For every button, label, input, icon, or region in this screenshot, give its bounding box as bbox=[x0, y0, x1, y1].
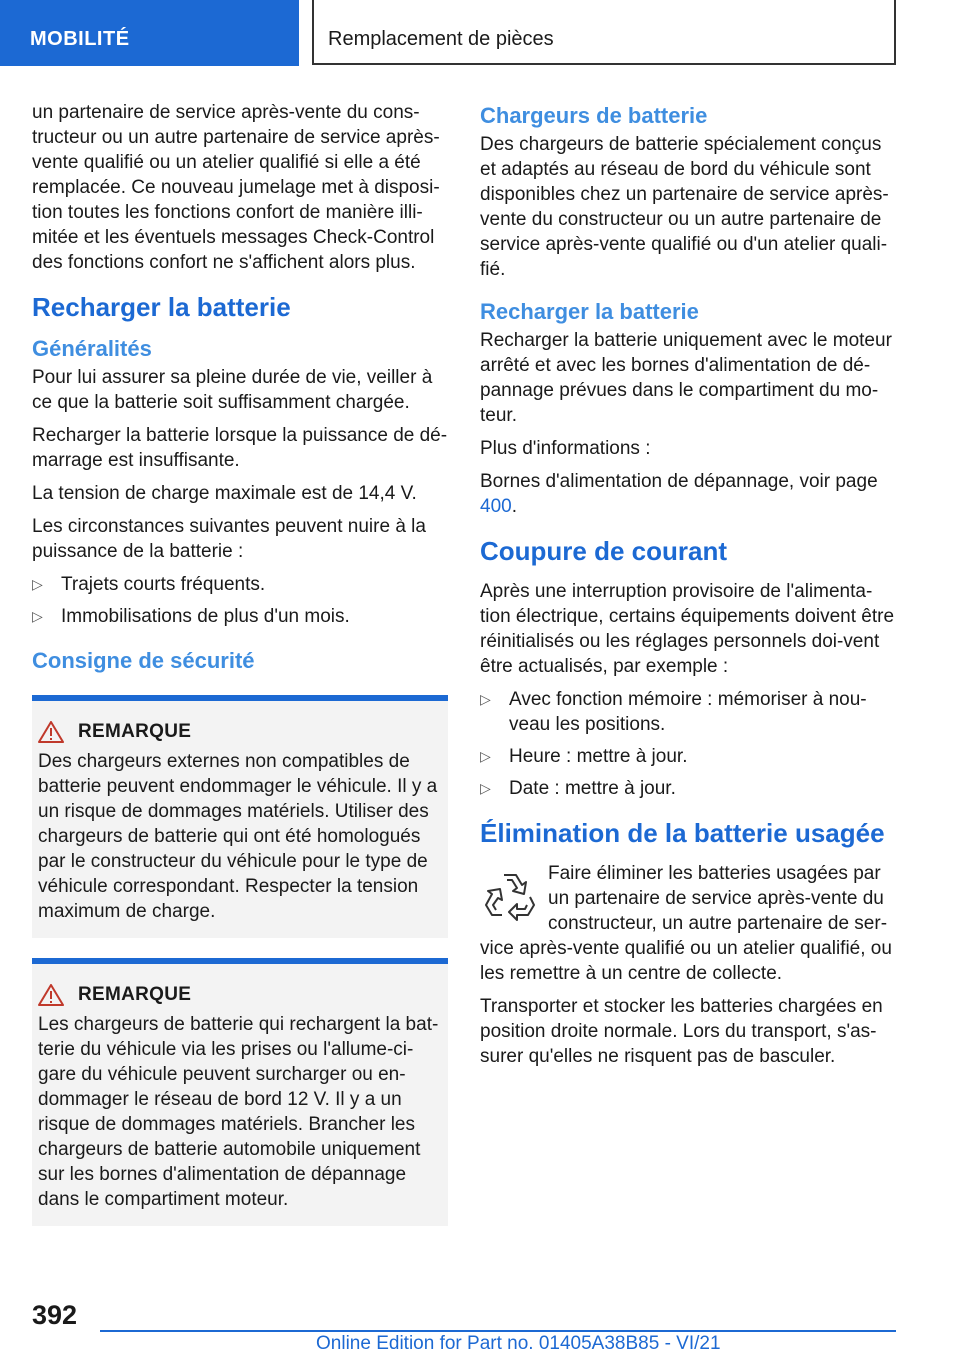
triangle-bullet-icon: ▷ bbox=[32, 576, 43, 592]
heading-power-cut: Coupure de courant bbox=[480, 536, 728, 566]
disposal-block bbox=[480, 861, 898, 986]
heading-chargers: Chargeurs de batterie bbox=[480, 103, 708, 128]
notice-box bbox=[32, 695, 448, 938]
page-link[interactable]: 400 bbox=[480, 496, 512, 517]
chapter-tab: MOBILITÉ bbox=[0, 0, 299, 66]
heading-safety: Consigne de sécurité bbox=[32, 648, 255, 673]
heading-recharge: Recharger la batterie bbox=[480, 299, 699, 324]
footer-edition: Online Edition for Part no. 01405A38B85 - VI/21 bbox=[316, 1333, 721, 1354]
list-item: ▷ Trajets courts fréquents. bbox=[32, 574, 266, 595]
heading-disposal: Élimination de la batterie usagée bbox=[480, 818, 885, 848]
warning-icon bbox=[38, 721, 64, 743]
list-item: ▷ Date : mettre à jour. bbox=[480, 778, 676, 799]
list-item: ▷ Heure : mettre à jour. bbox=[480, 746, 688, 767]
notice-title: REMARQUE bbox=[78, 984, 192, 1005]
triangle-bullet-icon: ▷ bbox=[32, 608, 43, 624]
footer-divider bbox=[100, 1330, 896, 1332]
paragraph: La tension de charge maximale est de 14,4 V. bbox=[32, 483, 417, 504]
recycle-icon bbox=[482, 867, 538, 923]
paragraph: Transporter et stocker les batteries chargées en position droite normale. Lors du transport, s'as-surer qu'elles ne risquent pas de basculer. bbox=[480, 996, 883, 1067]
intro-paragraph: un partenaire de service après-vente du cons-tructeur ou un autre partenaire de service après-vente qualifié ou un atelier qualifié si elle a été remplacée. Ce nouveau jumelage met à disposi-tion toutes les fonctions confort de manière illi-mitée et les éventuels messages Check-Control des fonctions confort ne s'affichent alors plus. bbox=[32, 102, 440, 273]
paragraph: Recharger la batterie uniquement avec le moteur arrêté et avec les bornes d'alimentation de dé-pannage prévues dans le compartiment du mo-teur. bbox=[480, 330, 892, 426]
notice-box bbox=[32, 958, 448, 1226]
bullet-list bbox=[480, 687, 898, 801]
list-item: ▷ Immobilisations de plus d'un mois. bbox=[32, 606, 350, 627]
page-number: 392 bbox=[32, 1300, 78, 1330]
list-item: ▷ Avec fonction mémoire : mémoriser à nou-veau les positions. bbox=[480, 689, 867, 735]
warning-icon bbox=[38, 984, 64, 1006]
triangle-bullet-icon: ▷ bbox=[480, 691, 491, 707]
heading-recharge-battery: Recharger la batterie bbox=[32, 292, 291, 322]
bullet-list bbox=[32, 572, 448, 629]
paragraph: Des chargeurs de batterie spécialement conçus et adaptés au réseau de bord du véhicule sont disponibles chez un partenaire de service après-vente du constructeur ou un autre partenaire de service après-vente qualifié ou d'un atelier quali-fié. bbox=[480, 134, 889, 280]
triangle-bullet-icon: ▷ bbox=[480, 780, 491, 796]
notice-text: Des chargeurs externes non compatibles de batterie peuvent endommager le véhicule. Il y a un risque de dommages matériels. Utiliser des chargeurs de batterie qui ont été homologués par le constructeur du véhicule pour le type de véhicule correspondant. Respecter la tension maximum de charge. bbox=[38, 751, 438, 922]
paragraph: Faire éliminer les batteries usagées par un partenaire de service après-vente du constructeur, un autre partenaire de ser-vice après-vente qualifié ou un atelier qualifié, ou les remettre à un centre de collecte. bbox=[480, 863, 892, 984]
section-title: Remplacement de pièces bbox=[312, 0, 896, 65]
cross-reference: Bornes d'alimentation de dépannage, voir page 400. bbox=[480, 471, 878, 517]
left-column bbox=[32, 100, 448, 1246]
paragraph: Après une interruption provisoire de l'alimenta-tion électrique, certains équipements doivent être réinitialisés ou les réglages personnels doi-vent être actualisés, par exemple : bbox=[480, 581, 895, 677]
triangle-bullet-icon: ▷ bbox=[480, 748, 491, 764]
paragraph: Pour lui assurer sa pleine durée de vie, veiller à ce que la batterie soit suffisamment chargée. bbox=[32, 367, 433, 413]
paragraph: Recharger la batterie lorsque la puissance de dé-marrage est insuffisante. bbox=[32, 425, 448, 471]
heading-general: Généralités bbox=[32, 336, 152, 361]
notice-title: REMARQUE bbox=[78, 721, 192, 742]
paragraph: Les circonstances suivantes peuvent nuire à la puissance de la batterie : bbox=[32, 516, 426, 562]
right-column bbox=[480, 100, 898, 1077]
notice-text: Les chargeurs de batterie qui rechargent la bat-terie du véhicule via les prises ou l'allume-ci-gare du véhicule peuvent surcharger ou en-dommager le réseau de bord 12 V. Il y a un risque de dommages matériels. Brancher les chargeurs de batterie automobile uniquement sur les bornes d'alimentation de dépannage dans le compartiment moteur. bbox=[38, 1014, 439, 1210]
paragraph: Plus d'informations : bbox=[480, 438, 651, 459]
